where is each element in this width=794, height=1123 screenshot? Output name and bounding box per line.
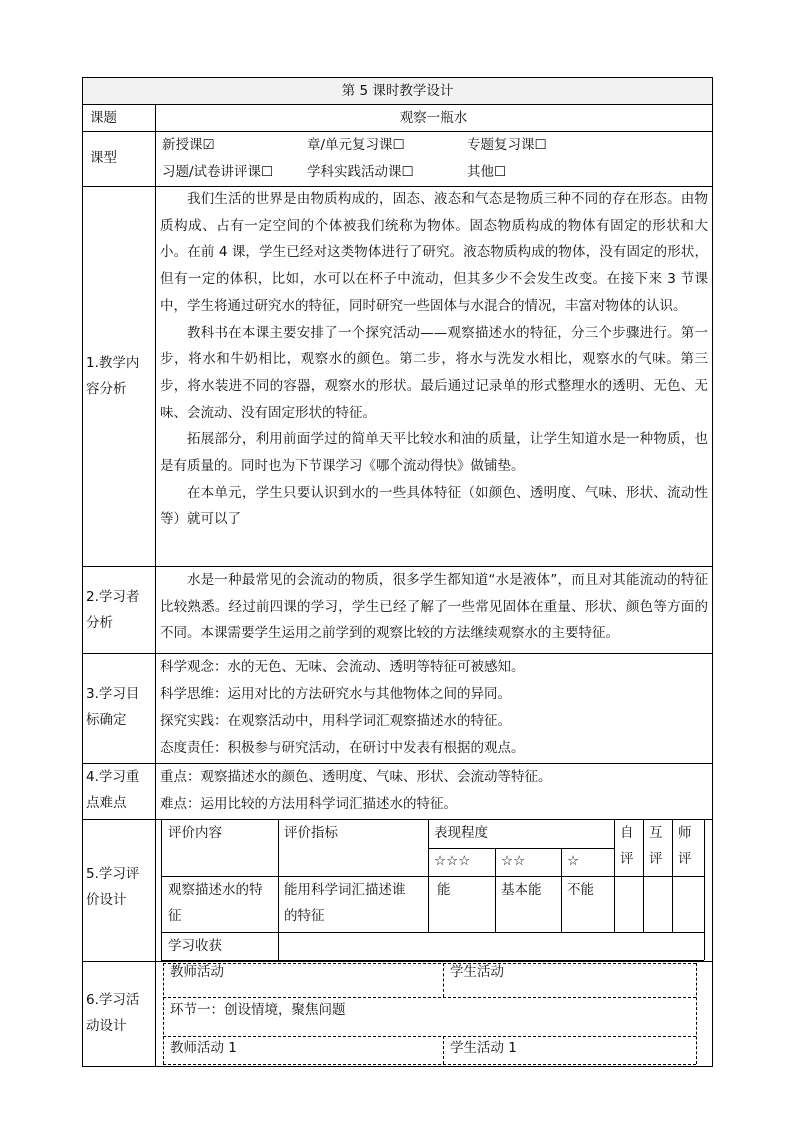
- learner-paragraph: 水是一种最常见的会流动的物质，很多学生都知道“水是液体”，而且对其能流动的特征比较熟悉。经过前四课的学习，学生已经了解了一些常见固体在重量、形状、颜色等方面的不同。本课需要学生运用之前学到的观察比较的方法继续观察水的主要特征。: [160, 572, 708, 642]
- teacher-activity-header: 教师活动: [170, 964, 224, 980]
- topic-value: 观察一瓶水: [399, 110, 468, 126]
- option-exercise-review[interactable]: 习题/试卷讲评课☐: [162, 164, 274, 180]
- eval-header-content: 评价内容: [168, 825, 222, 841]
- eval-row-content: 观察描述水的特 征: [168, 882, 263, 924]
- key-point-item: 重点：观察描述水的颜色、透明度、气味、形状、会流动等特征。: [160, 769, 552, 785]
- option-other[interactable]: 其他☐: [467, 164, 507, 180]
- stage-one-title: 环节一：创设情境，聚焦问题: [170, 1002, 346, 1018]
- topic-label: 课题: [90, 110, 117, 126]
- eval-header-teacher: 师 评: [678, 825, 692, 867]
- eval-level-cannot: 不能: [567, 882, 594, 898]
- goal-item: 科学思维：运用对比的方法研究水与其他物体之间的异同。: [160, 686, 511, 702]
- learner-analysis-body: [160, 567, 708, 647]
- goal-item: 探究实践：在观察活动中，用科学词汇观察描述水的特征。: [160, 713, 511, 729]
- eval-row-indicator: 能用科学词汇描述谁 的特征: [284, 882, 406, 924]
- eval-level-can: 能: [437, 882, 451, 898]
- eval-stars-3: ☆☆☆: [434, 853, 471, 869]
- eval-header-indicator: 评价指标: [284, 825, 338, 841]
- option-new-lesson[interactable]: 新授课☑: [162, 137, 215, 153]
- teacher-activity-1: 教师活动 1: [170, 1040, 237, 1056]
- content-paragraph: 拓展部分，利用前面学过的简单天平比较水和油的质量，让学生知道水是一种物质，也是有质量的。同时也为下节课学习《哪个流动得快》做铺垫。: [160, 431, 708, 475]
- evaluation-label: 5.学习评 价设计: [86, 866, 140, 908]
- option-practice-activity[interactable]: 学科实践活动课☐: [307, 164, 414, 180]
- student-activity-header: 学生活动: [450, 964, 504, 980]
- student-activity-1: 学生活动 1: [450, 1040, 517, 1056]
- goal-item: 科学观念：水的无色、无味、会流动、透明等特征可被感知。: [160, 659, 525, 675]
- content-paragraph: 我们生活的世界是由物质构成的，固态、液态和气态是物质三种不同的存在形态。由物质构成、占有一定空间的个体被我们统称为物体。固态物质构成的物体有固定的形状和大小。在前 4 课，学生已经对这类物体进行了研究。液态物质构成的物体，没有固定的形状，但有一定的体积，比如，水可以在杯子中流动，但其多少不会发生改变。在接下来 3 节课中，学生将通过研究水的特征，同时研究一些固体与水混合的情况，丰富对物体的认识。: [160, 191, 708, 314]
- eval-stars-1: ☆: [567, 853, 580, 869]
- content-paragraph: 教科书在本课主要安排了一个探究活动——观察描述水的特征，分三个步骤进行。第一步，将水和牛奶相比，观察水的颜色。第二步，将水与洗发水相比，观察水的气味。第三步，将水装进不同的容器，观察水的形状。最后通过记录单的形式整理水的透明、无色、无味、会流动、没有固定形状的特征。: [160, 324, 708, 421]
- key-points-label: 4.学习重 点难点: [86, 769, 140, 811]
- page-title: 第 5 课时教学设计: [341, 83, 454, 99]
- lesson-type-label: 课型: [90, 150, 117, 166]
- eval-header-level: 表现程度: [434, 825, 488, 841]
- eval-header-peer: 互 评: [649, 825, 663, 867]
- content-analysis-body: [160, 186, 708, 533]
- content-paragraph: 在本单元，学生只要认识到水的一些具体特征（如颜色、透明度、气味、形状、流动性等）就可以了: [160, 484, 708, 528]
- content-analysis-label: 1.教学内 容分析: [86, 355, 140, 397]
- activities-label: 6.学习活 动设计: [86, 992, 140, 1034]
- goals-label: 3.学习目 标确定: [86, 686, 140, 728]
- eval-header-self: 自 评: [620, 825, 634, 867]
- option-unit-review[interactable]: 章/单元复习课☐: [307, 137, 405, 153]
- key-point-item: 难点：运用比较的方法用科学词汇描述水的特征。: [160, 796, 457, 812]
- eval-stars-2: ☆☆: [501, 853, 526, 869]
- eval-level-basic: 基本能: [501, 882, 542, 898]
- option-topic-review[interactable]: 专题复习课☐: [467, 137, 547, 153]
- eval-harvest-label: 学习收获: [168, 938, 222, 954]
- goal-item: 态度责任：积极参与研究活动，在研讨中发表有根据的观点。: [160, 740, 525, 756]
- learner-analysis-label: 2.学习者 分析: [86, 589, 140, 631]
